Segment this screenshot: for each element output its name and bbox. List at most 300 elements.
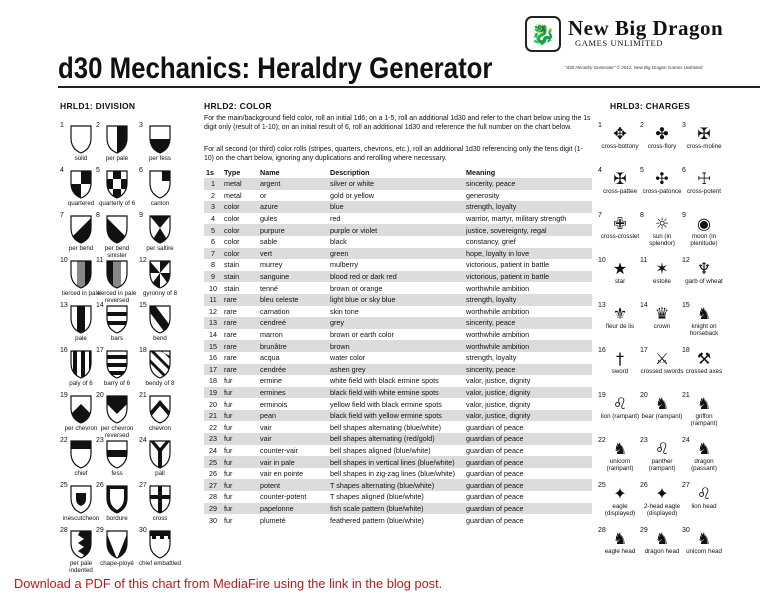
cross-moline-icon: ✠ xyxy=(697,124,711,143)
color-name: plumeté xyxy=(260,515,286,525)
roll-value: 17 xyxy=(204,364,222,376)
unicorn-head-icon: ♞ xyxy=(696,529,712,548)
charge-label: cross-pattee xyxy=(602,188,638,195)
division-label: barry of 6 xyxy=(103,380,131,387)
color-type: color xyxy=(224,237,240,247)
color-type: color xyxy=(222,224,258,236)
color-name: ermines xyxy=(258,387,328,399)
charge-item xyxy=(640,347,684,375)
color-type: fur xyxy=(224,469,233,479)
shield-icon xyxy=(105,439,129,469)
color-meaning: victorious, patient in battle xyxy=(464,271,592,283)
charge-number: 15 xyxy=(682,302,690,309)
charge-number: 14 xyxy=(640,302,648,309)
division-number: 27 xyxy=(139,482,147,489)
charge-label: lion (rampant) xyxy=(600,413,640,420)
division-number: 3 xyxy=(139,122,143,129)
color-description: red xyxy=(330,214,341,224)
color-type: color xyxy=(222,201,258,213)
color-description: light blue or sky blue xyxy=(328,294,464,306)
charge-label: estoile xyxy=(653,278,671,285)
download-note: Download a PDF of this chart from MediaFire using the link in the blog post. xyxy=(14,576,443,591)
color-description: mulberry xyxy=(330,260,358,270)
color-type: fur xyxy=(224,376,233,386)
shield-icon xyxy=(148,439,172,469)
division-number: 11 xyxy=(96,257,104,264)
color-name: cendreé xyxy=(258,317,328,329)
charge-item xyxy=(682,527,726,555)
charge-item xyxy=(598,122,642,150)
division-number: 15 xyxy=(139,302,147,309)
division-label: pall xyxy=(155,470,165,477)
color-description: brown xyxy=(328,340,464,352)
shield-icon xyxy=(69,124,93,154)
table-row xyxy=(204,503,592,515)
color-name: vair en pointe xyxy=(260,469,304,479)
roll-value: 14 xyxy=(209,330,217,340)
charge-number: 9 xyxy=(682,212,686,219)
charge-number: 19 xyxy=(598,392,606,399)
roll-value: 6 xyxy=(211,237,215,247)
color-description: black field with white ermine spots xyxy=(328,387,464,399)
color-name: vair in pale xyxy=(258,456,328,468)
color-type: fur xyxy=(224,492,233,502)
shield-icon xyxy=(148,124,172,154)
division-label: quarterly of 6 xyxy=(98,200,136,207)
charge-number: 21 xyxy=(682,392,690,399)
division-item xyxy=(96,392,138,439)
color-description: brown or earth color xyxy=(330,330,394,340)
roll-value: 22 xyxy=(209,422,217,432)
division-item xyxy=(139,437,181,477)
color-meaning: guardian of peace xyxy=(466,422,524,432)
division-label: canton xyxy=(150,200,170,207)
charge-item xyxy=(640,392,684,420)
charge-item xyxy=(598,257,642,285)
division-label: per bend sinister xyxy=(104,245,130,259)
roll-value: 15 xyxy=(204,340,222,352)
charge-item xyxy=(640,302,684,330)
shield-icon xyxy=(105,529,129,559)
charge-item xyxy=(682,437,726,472)
shield-icon xyxy=(105,214,129,244)
color-type: metal xyxy=(224,190,242,200)
color-meaning: guardian of peace xyxy=(466,492,524,502)
cross-flory-icon: ✤ xyxy=(655,124,669,143)
color-type: rare xyxy=(222,340,258,352)
table-row xyxy=(204,364,592,376)
charge-label: cross-bottony xyxy=(601,143,639,150)
color-name: murrey xyxy=(260,260,283,270)
color-meaning: worthwhile ambition xyxy=(466,283,530,293)
sword-icon: † xyxy=(616,349,624,368)
division-number: 24 xyxy=(139,437,147,444)
shield-icon xyxy=(69,439,93,469)
color-description: gold or yellow xyxy=(330,190,374,200)
shield-icon xyxy=(105,169,129,199)
division-label: paly of 6 xyxy=(69,380,93,387)
division-label: solid xyxy=(74,155,88,162)
table-row xyxy=(204,317,592,329)
color-description: black field with yellow ermine spots xyxy=(328,410,464,422)
dragon-head-icon: ♞ xyxy=(654,529,670,548)
table-row xyxy=(204,294,592,306)
division-label: chape-ployé xyxy=(100,560,134,567)
charge-item xyxy=(682,482,726,510)
color-description: bell shapes alternating (red/gold) xyxy=(328,433,464,445)
color-type: fur xyxy=(224,515,233,525)
division-item xyxy=(139,347,181,387)
color-description: green xyxy=(328,248,464,260)
color-meaning: worthwhile ambition xyxy=(466,330,530,340)
color-instructions-1: For the main/background field color, roll an initial 1d6; on a 1-5, roll an additional 1d30 and refer to the chart below using the 1s digit only (result of 1-10); on an initial result of 6, roll an additional 1d30 and reference the full number on the chart below. xyxy=(204,115,591,131)
division-item xyxy=(96,257,138,304)
division-item xyxy=(96,527,138,567)
star-icon: ★ xyxy=(612,259,628,278)
division-label: tierced in pale xyxy=(61,290,101,297)
division-number: 19 xyxy=(60,392,68,399)
shield-icon xyxy=(148,394,172,424)
division-number: 8 xyxy=(96,212,100,219)
charge-number: 7 xyxy=(598,212,602,219)
color-name: bleu celeste xyxy=(258,294,328,306)
roll-value: 26 xyxy=(209,469,217,479)
table-row xyxy=(204,201,592,213)
charge-number: 18 xyxy=(682,347,690,354)
shield-icon xyxy=(148,304,172,334)
division-label: quartered xyxy=(67,200,95,207)
shield-icon xyxy=(69,484,93,514)
color-meaning: hope, loyalty in love xyxy=(464,248,592,260)
table-row xyxy=(204,410,592,422)
charge-number: 10 xyxy=(598,257,606,264)
roll-value: 3 xyxy=(204,201,222,213)
color-name: gules xyxy=(260,214,278,224)
charge-item xyxy=(682,122,726,150)
charge-number: 27 xyxy=(682,482,690,489)
division-label: per pale xyxy=(105,155,129,162)
color-table-header xyxy=(204,167,592,178)
charge-label: lion head xyxy=(691,503,717,510)
color-heading: HRLD2: COLOR xyxy=(204,101,272,111)
color-type: fur xyxy=(224,422,233,432)
charge-label: unicorn head xyxy=(686,548,722,555)
charge-item xyxy=(682,167,726,195)
division-number: 12 xyxy=(139,257,147,264)
division-label: chief xyxy=(74,470,88,477)
charge-label: 2-head eagle (displayed) xyxy=(643,503,681,517)
charge-item xyxy=(598,302,642,330)
color-name: vair xyxy=(260,422,272,432)
griffon-icon: ♞ xyxy=(696,394,712,413)
shield-icon xyxy=(69,169,93,199)
color-name: argent xyxy=(258,178,328,190)
color-meaning: valor, justice, dignity xyxy=(464,410,592,422)
table-row xyxy=(204,456,592,468)
charge-number: 17 xyxy=(640,347,648,354)
division-label: gyronny of 8 xyxy=(142,290,178,297)
table-row xyxy=(204,387,592,399)
charge-item xyxy=(640,527,684,555)
lion-head-icon: ♌ xyxy=(696,484,712,503)
charge-item xyxy=(640,482,684,517)
roll-value: 5 xyxy=(204,224,222,236)
color-name: pean xyxy=(258,410,328,422)
division-number: 10 xyxy=(60,257,68,264)
shield-icon xyxy=(105,394,129,424)
color-description: brown or orange xyxy=(330,283,383,293)
color-meaning: strength, loyalty xyxy=(466,353,517,363)
division-number: 14 xyxy=(96,302,104,309)
division-label: per chevron reversed xyxy=(100,425,134,439)
division-item xyxy=(96,302,138,342)
charge-label: dragon (passant) xyxy=(691,458,717,472)
color-description: silver or white xyxy=(328,178,464,190)
color-meaning: justice, sovereignty, regal xyxy=(464,224,592,236)
color-name: brunâtre xyxy=(258,340,328,352)
charge-number: 30 xyxy=(682,527,690,534)
title-rule xyxy=(58,86,760,88)
color-meaning: guardian of peace xyxy=(466,515,524,525)
charge-label: cross-crosslet xyxy=(600,233,640,240)
color-type: rare xyxy=(224,306,237,316)
color-description: bell shapes in vertical lines (blue/white) xyxy=(328,456,464,468)
color-meaning: sincerity, peace xyxy=(464,178,592,190)
charge-item xyxy=(598,167,642,195)
color-name: counter-potent xyxy=(260,492,307,502)
division-item xyxy=(96,482,138,522)
division-item xyxy=(96,347,138,387)
table-row xyxy=(204,375,592,387)
division-number: 17 xyxy=(96,347,104,354)
roll-value: 16 xyxy=(209,353,217,363)
color-description: ashen grey xyxy=(328,364,464,376)
color-meaning: guardian of peace xyxy=(464,479,592,491)
copyright-notice: "d30 Heraldry Generator" © 2012, New Big Dragon Games Unlimited xyxy=(565,65,703,70)
roll-value: 27 xyxy=(204,479,222,491)
roll-value: 18 xyxy=(209,376,217,386)
division-number: 28 xyxy=(60,527,68,534)
dragon-icon: 🐉 xyxy=(525,16,561,52)
table-row xyxy=(204,224,592,236)
publisher-subtitle: GAMES UNLIMITED xyxy=(575,38,664,48)
cross-crosslet-icon: ✙ xyxy=(613,214,627,233)
color-type: rare xyxy=(222,317,258,329)
charge-number: 20 xyxy=(640,392,648,399)
color-meaning: guardian of peace xyxy=(466,469,524,479)
division-label: bars xyxy=(110,335,124,342)
charge-number: 1 xyxy=(598,122,602,129)
table-row xyxy=(204,329,592,341)
charge-number: 11 xyxy=(640,257,648,264)
roll-value: 24 xyxy=(209,445,217,455)
charge-number: 16 xyxy=(598,347,606,354)
charge-label: eagle head xyxy=(604,548,636,555)
unicorn-icon: ♞ xyxy=(612,439,628,458)
header-meaning: Meaning xyxy=(466,168,496,177)
division-number: 1 xyxy=(60,122,64,129)
charge-label: eagle (displayed) xyxy=(604,503,636,517)
page-title: d30 Mechanics: Heraldry Generator xyxy=(58,52,493,85)
color-type: stain xyxy=(222,271,258,283)
charge-item xyxy=(598,527,642,555)
charge-label: cross-moline xyxy=(686,143,722,150)
color-meaning: valor, justice, dignity xyxy=(466,399,531,409)
color-type: fur xyxy=(222,410,258,422)
color-type: fur xyxy=(222,479,258,491)
roll-value: 1 xyxy=(204,178,222,190)
roll-value: 7 xyxy=(204,248,222,260)
crossed-axes-icon: ⚒ xyxy=(696,349,712,368)
division-number: 9 xyxy=(139,212,143,219)
color-name: azure xyxy=(258,201,328,213)
color-type: rare xyxy=(224,353,237,363)
color-name: potent xyxy=(258,479,328,491)
color-description: T shapes alternating (blue/white) xyxy=(328,479,464,491)
division-item xyxy=(139,482,181,522)
charge-item xyxy=(598,437,642,472)
division-number: 29 xyxy=(96,527,104,534)
color-meaning: guardian of peace xyxy=(464,456,592,468)
charge-number: 26 xyxy=(640,482,648,489)
charge-number: 8 xyxy=(640,212,644,219)
division-label: per fess xyxy=(148,155,171,162)
charges-heading: HRLD3: CHARGES xyxy=(610,101,691,111)
division-number: 13 xyxy=(60,302,68,309)
charge-item xyxy=(682,347,726,375)
division-number: 20 xyxy=(96,392,104,399)
color-type: metal xyxy=(222,178,258,190)
charge-item xyxy=(640,122,684,150)
color-name: tenné xyxy=(260,283,278,293)
division-item xyxy=(139,212,181,252)
color-type: rare xyxy=(222,294,258,306)
color-table xyxy=(204,167,592,526)
color-name: marron xyxy=(260,330,283,340)
color-name: ermine xyxy=(260,376,282,386)
color-meaning: strength, loyalty xyxy=(464,294,592,306)
color-meaning: valor, justice, dignity xyxy=(464,387,592,399)
division-number: 22 xyxy=(60,437,68,444)
shield-icon xyxy=(148,484,172,514)
shield-icon xyxy=(69,304,93,334)
table-row xyxy=(204,491,592,503)
shield-icon xyxy=(105,124,129,154)
division-number: 30 xyxy=(139,527,147,534)
color-description: skin tone xyxy=(330,306,359,316)
division-number: 21 xyxy=(139,392,147,399)
two-head-eagle-icon: ✦ xyxy=(655,484,669,503)
color-meaning: worthwhile ambition xyxy=(466,306,530,316)
charge-label: star xyxy=(614,278,626,285)
table-row xyxy=(204,248,592,260)
division-item xyxy=(96,212,138,259)
division-number: 4 xyxy=(60,167,64,174)
division-number: 16 xyxy=(60,347,68,354)
color-description: blue xyxy=(328,201,464,213)
table-row xyxy=(204,398,592,410)
division-label: per chevron xyxy=(64,425,98,432)
charge-item xyxy=(640,167,684,195)
charge-label: knight on horseback xyxy=(689,323,719,337)
shield-icon xyxy=(105,349,129,379)
division-item xyxy=(96,122,138,162)
color-type: fur xyxy=(222,387,258,399)
cross-pattee-icon: ✠ xyxy=(613,169,627,188)
division-number: 2 xyxy=(96,122,100,129)
division-label: tierced in pale reversed xyxy=(97,290,137,304)
sun-icon: ☼ xyxy=(654,214,670,233)
charge-label: sword xyxy=(611,368,629,375)
color-name: vert xyxy=(258,248,328,260)
division-item xyxy=(139,122,181,162)
table-row xyxy=(204,259,592,271)
roll-value: 2 xyxy=(211,190,215,200)
color-meaning: generosity xyxy=(466,190,500,200)
division-number: 5 xyxy=(96,167,100,174)
color-meaning: valor, justice, dignity xyxy=(466,376,531,386)
division-label: fess xyxy=(111,470,123,477)
division-item xyxy=(96,167,138,207)
division-number: 26 xyxy=(96,482,104,489)
table-row xyxy=(204,340,592,352)
charge-number: 12 xyxy=(682,257,690,264)
table-row xyxy=(204,306,592,318)
shield-icon xyxy=(148,214,172,244)
charge-label: griffon (rampant) xyxy=(690,413,718,427)
division-label: bordure xyxy=(106,515,128,522)
roll-value: 25 xyxy=(204,456,222,468)
charge-item xyxy=(682,212,726,247)
charge-label: garb of wheat xyxy=(685,278,723,285)
charge-number: 24 xyxy=(682,437,690,444)
division-item xyxy=(139,392,181,432)
table-row xyxy=(204,190,592,202)
color-type: rare xyxy=(222,364,258,376)
roll-value: 28 xyxy=(209,492,217,502)
bear-icon: ♞ xyxy=(654,394,670,413)
division-item xyxy=(139,302,181,342)
cross-potent-icon: ☩ xyxy=(696,169,712,188)
roll-value: 4 xyxy=(211,214,215,224)
estoile-icon: ✶ xyxy=(655,259,669,278)
division-heading: HRLD1: DIVISION xyxy=(60,101,136,111)
charge-number: 6 xyxy=(682,167,686,174)
color-description: blood red or dark red xyxy=(328,271,464,283)
shield-icon xyxy=(69,394,93,424)
charge-item xyxy=(598,347,642,375)
table-row xyxy=(204,421,592,433)
charge-item xyxy=(682,392,726,427)
division-label: bendy of 8 xyxy=(145,380,175,387)
table-row xyxy=(204,271,592,283)
division-item xyxy=(139,167,181,207)
color-name: carnation xyxy=(260,306,290,316)
charge-item xyxy=(598,212,642,240)
table-row xyxy=(204,282,592,294)
color-description: yellow field with black ermine spots xyxy=(330,399,442,409)
color-meaning: warrior, martyr, military strength xyxy=(466,214,567,224)
roll-value: 21 xyxy=(204,410,222,422)
charge-item xyxy=(640,257,684,285)
charge-item xyxy=(682,302,726,337)
color-meaning: victorious, patient in battle xyxy=(466,260,550,270)
division-item xyxy=(139,257,181,297)
charge-number: 3 xyxy=(682,122,686,129)
charge-number: 13 xyxy=(598,302,606,309)
color-name: acqua xyxy=(260,353,280,363)
color-description: feathered pattern (blue/white) xyxy=(330,515,424,525)
